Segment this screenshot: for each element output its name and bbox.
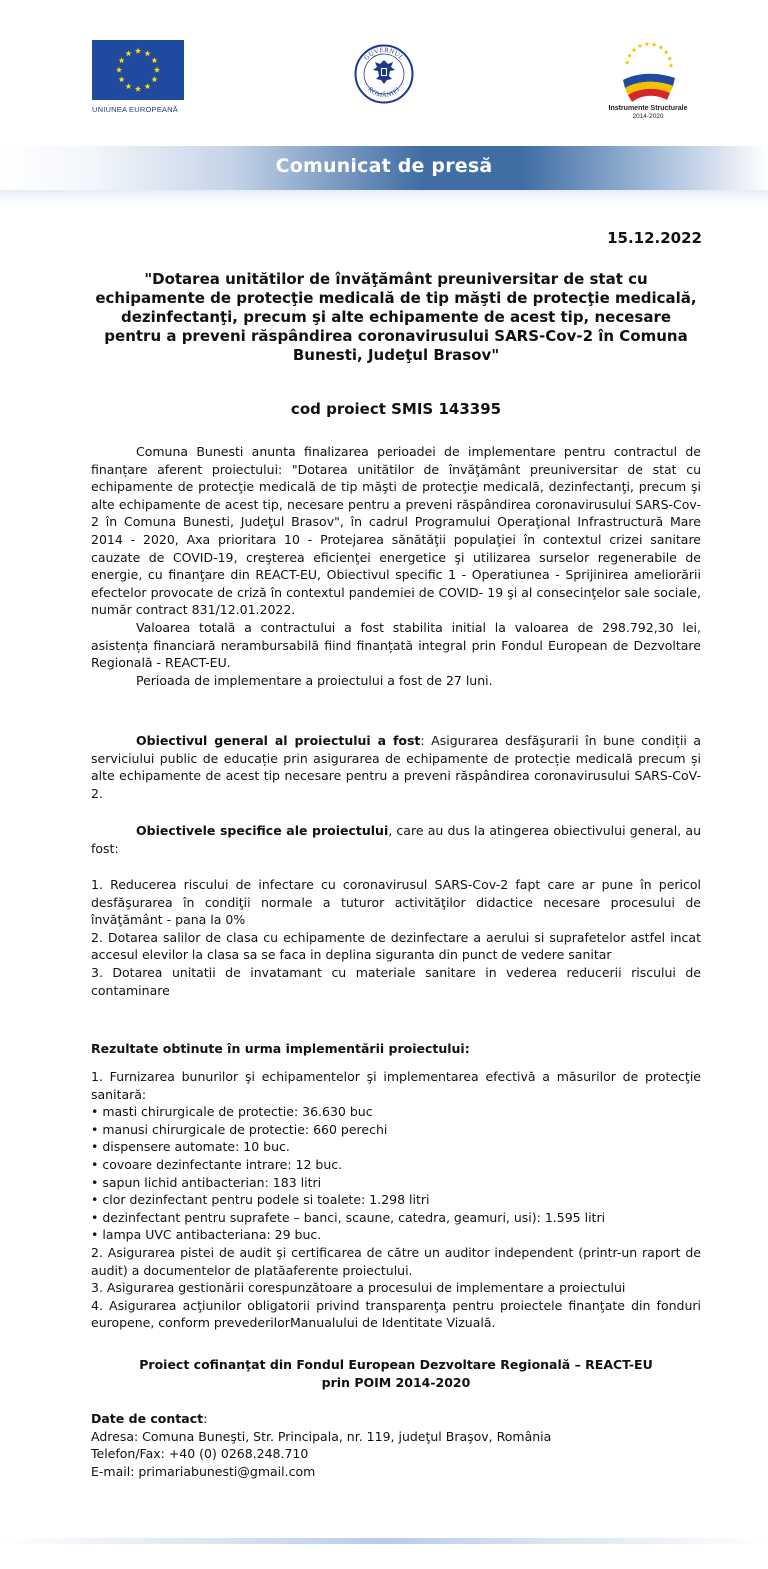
instrumente-star-icon: [658, 45, 663, 50]
eu-label: UNIUNEA EUROPEANĂ: [92, 105, 178, 114]
period-paragraph: Perioada de implementare a proiectului a fost de 27 luni.: [136, 672, 493, 688]
contact-colon: :: [203, 1411, 208, 1426]
results-bullet: • clor dezinfectant pentru podele si toalete: 1.298 litri: [91, 1192, 430, 1208]
svg-text:ROMÂNIEI: [366, 86, 401, 99]
instrumente-star-icon: [667, 56, 672, 61]
instrumente-star-icon: [652, 42, 657, 47]
results-bullet: • manusi chirurgicale de protectie: 660 perechi: [91, 1121, 388, 1137]
structural-instruments-label: Instrumente Structurale: [608, 105, 688, 112]
cofinance-line: Proiect cofinanţat din Fondul European Dezvoltare Regională – REACT-EU: [139, 1357, 653, 1372]
specific-objectives-intro: , care au dus la atingerea obiectivului general, au fost:: [91, 823, 701, 856]
structural-instruments-years: 2014-2020: [632, 113, 664, 120]
eu-logo: [92, 40, 184, 114]
results-bullet: • lampa UVC antibacteriana: 29 buc.: [91, 1227, 322, 1243]
instrumente-star-icon: [627, 53, 632, 58]
results-item: 4. Asigurarea acţiunilor obligatorii privind transparenţa pentru proiectele finanţate din fonduri europene, conform prevederilorManualului de Identitate Vizuală.: [91, 1297, 701, 1331]
structural-instruments-mark-icon: [613, 36, 683, 104]
contact-phone: Telefon/Fax: +40 (0) 0268.248.710: [91, 1446, 309, 1462]
results-item: 1. Furnizarea bunurilor şi echipamentelor şi implementarea efectivă a măsurilor de protecţie sanitară:: [91, 1069, 701, 1102]
results-bullet-list: [91, 1103, 701, 1244]
release-date: 15.12.2022: [607, 229, 702, 247]
results-heading: Rezultate obtinute în urma implementării proiectului:: [91, 1041, 470, 1056]
general-objective-section: [91, 732, 701, 802]
contact-address: Adresa: Comuna Buneşti, Str. Principala, nr. 119, judeţul Braşov, România: [91, 1428, 552, 1444]
specific-objective-item: 2. Dotarea salilor de clasa cu echipamente de dezinfectare a aerului si suprafetelor astfel incat accesul elevilor la clasa sa se faca in deplina siguranta din punct de vedere sanitar: [91, 929, 701, 963]
instrumente-star-icon: [664, 50, 669, 55]
contact-label: Date de contact: [91, 1411, 204, 1426]
contact-email[interactable]: E-mail: primariabunesti@gmail.com: [91, 1463, 316, 1479]
specific-objectives-label: Obiectivele specifice ale proiectului: [136, 823, 389, 838]
instrumente-star-icon: [625, 60, 630, 65]
results-bullet: • masti chirurgicale de protectie: 36.630 buc: [91, 1104, 373, 1120]
banner-shadow: [0, 190, 768, 204]
logo-header: [0, 0, 768, 140]
results-section: [91, 1068, 701, 1332]
eu-flag-icon: [92, 40, 184, 100]
government-seal-icon: [354, 44, 414, 104]
gov-seal-text-bottom: ROMÂNIEI: [366, 85, 402, 100]
specific-objective-item: 1. Reducerea riscului de infectare cu coronavirusul SARS-Cov-2 fapt care ar pune în pericol desfăşurarea în condiţii normale a tuturor activităţilor didactice necesare procesului de învăţământ - pana la 0%: [91, 877, 701, 928]
instrumente-star-icon: [644, 42, 649, 47]
cofinance-note: [91, 1356, 701, 1391]
footer-divider: [0, 1538, 768, 1544]
contact-section: [91, 1410, 701, 1480]
general-objective-text: : Asigurarea desfăşurarii în bune condiții a serviciului public de educație prin asigurarea de echipamente de protecție medicală precum și alte echipamente de acest tip necesare pentru a preveni răspândirea coronavirusului SARS-CoV-2.: [91, 733, 701, 801]
instrumente-star-icon: [669, 63, 674, 68]
results-bullet: • sapun lichid antibacterian: 183 litri: [91, 1174, 322, 1190]
value-paragraph: Valoarea totală a contractului a fost stabilita initial la valoarea de 298.792,30 lei, asistența financiară nerambursabilă fiind finanțată integral prin Fondul European de Dezvoltare Regională - REACT-EU.: [91, 619, 701, 671]
specific-objective-item: 3. Dotarea unitatii de invatamant cu materiale sanitare in vederea reducerii riscului de contaminare: [91, 964, 701, 998]
specific-objectives-section: [91, 822, 701, 857]
intro-paragraph: Comuna Bunesti anunta finalizarea perioadei de implementare pentru contractul de finanțare aferent proiectului: "Dotarea unitătilor de învăţământ preuniversitar de stat cu echipamente de protecţie medicală de tip măşti de protecţie medicală, dezinfectanţi, precum şi alte echipamente de acest tip, necesare pentru a preveni răspândirea coronavirusului SARS-Cov-2 în Comuna Bunesti, Judeţul Brasov", în cadrul Programului Operaţional Infrastructură Mare 2014 - 2020, Axa prioritara 10 - Protejarea sănătăţii populaţiei în contextul crizei sanitare cauzate de COVID-19, creşterea eficienţei energetice şi utilizarea surselor regenerabile de energie, cu finanţare din REACT-EU, Obiectivul specific 1 - Operatiunea - Sprijinirea ameliorării efectelor provocate de criză în contextul pandemiei de COVID- 19 şi al consecinţelor sale sociale, număr contract 831/12.01.2022.: [91, 444, 701, 618]
results-item: 3. Asigurarea gestionării corespunzătoare a procesului de implementare a proiectului: [91, 1280, 626, 1296]
results-item: 2. Asigurarea pistei de audit şi certificarea de către un auditor independent (printr-un raport de audit) a documentelor de platăaferente proiectului.: [91, 1244, 701, 1278]
banner-title: Comunicat de presă: [275, 155, 493, 177]
specific-objectives-list: [91, 876, 701, 999]
results-bullet: • covoare dezinfectante intrare: 12 buc.: [91, 1156, 343, 1172]
structural-instruments-logo: [598, 36, 698, 121]
results-bullet: • dispensere automate: 10 buc.: [91, 1139, 290, 1155]
results-bullet: • dezinfectant pentru suprafete – banci, scaune, catedra, geamuri, usi): 1.595 litri: [91, 1209, 606, 1225]
project-title: "Dotarea unitătilor de învăţământ preuniversitar de stat cu echipamente de protecţie medicală de tip măşti de protecţie medicală, dezinfectanţi, precum şi alte echipamente de acest tip, necesare pentru a preveni răspândirea coronavirusului SARS-Cov-2 în Comuna Bunesti, Judeţul Brasov": [95, 270, 697, 364]
instrumente-star-icon: [637, 43, 642, 48]
cofinance-line: prin POIM 2014-2020: [321, 1374, 471, 1390]
general-objective-label: Obiectivul general al proiectului a fost: [136, 733, 421, 748]
intro-section: [91, 443, 701, 689]
gov-seal-text-top: GUVERNUL: [362, 46, 406, 62]
smis-code: cod proiect SMIS 143395: [290, 400, 502, 418]
instrumente-star-icon: [631, 47, 636, 52]
